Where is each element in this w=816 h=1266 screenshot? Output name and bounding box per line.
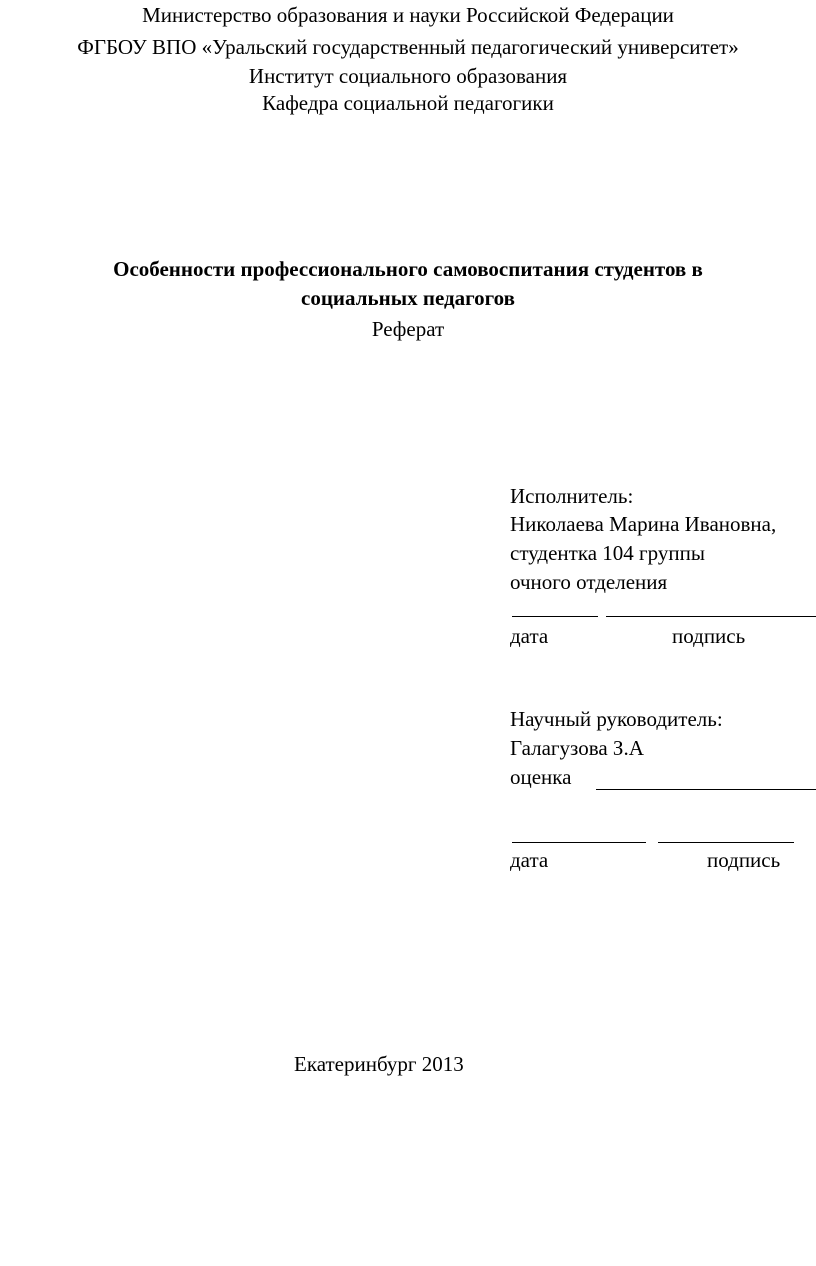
department-line: Кафедра социальной педагогики bbox=[262, 91, 554, 115]
supervisor-signature-label: подпись bbox=[707, 848, 781, 872]
executor-label: Исполнитель: bbox=[510, 484, 634, 508]
paper-title-line-2: социальных педагогов bbox=[301, 286, 515, 310]
supervisor-signature-blank bbox=[658, 842, 794, 843]
city-year: Екатеринбург 2013 bbox=[294, 1052, 464, 1076]
executor-date-label: дата bbox=[510, 624, 549, 648]
executor-group: студентка 104 группы bbox=[510, 541, 705, 565]
executor-name: Николаева Марина Ивановна, bbox=[510, 512, 777, 536]
supervisor-grade-blank bbox=[596, 789, 816, 790]
executor-signature-label: подпись bbox=[672, 624, 746, 648]
ministry-line: Министерство образования и науки Российской Федерации bbox=[142, 3, 674, 27]
executor-form: очного отделения bbox=[510, 570, 668, 594]
supervisor-grade-label: оценка bbox=[510, 765, 572, 789]
document-type: Реферат bbox=[371, 317, 445, 341]
supervisor-label: Научный руководитель: bbox=[510, 707, 723, 731]
supervisor-date-blank bbox=[512, 842, 646, 843]
paper-title-line-1: Особенности профессионального самовоспитания студентов в bbox=[113, 257, 703, 281]
supervisor-name: Галагузова З.А bbox=[510, 736, 644, 760]
executor-date-blank bbox=[512, 616, 598, 617]
university-line: ФГБОУ ВПО «Уральский государственный педагогический университет» bbox=[77, 35, 739, 59]
supervisor-date-label: дата bbox=[510, 848, 549, 872]
executor-signature-blank bbox=[606, 616, 816, 617]
institute-line: Институт социального образования bbox=[248, 64, 568, 88]
